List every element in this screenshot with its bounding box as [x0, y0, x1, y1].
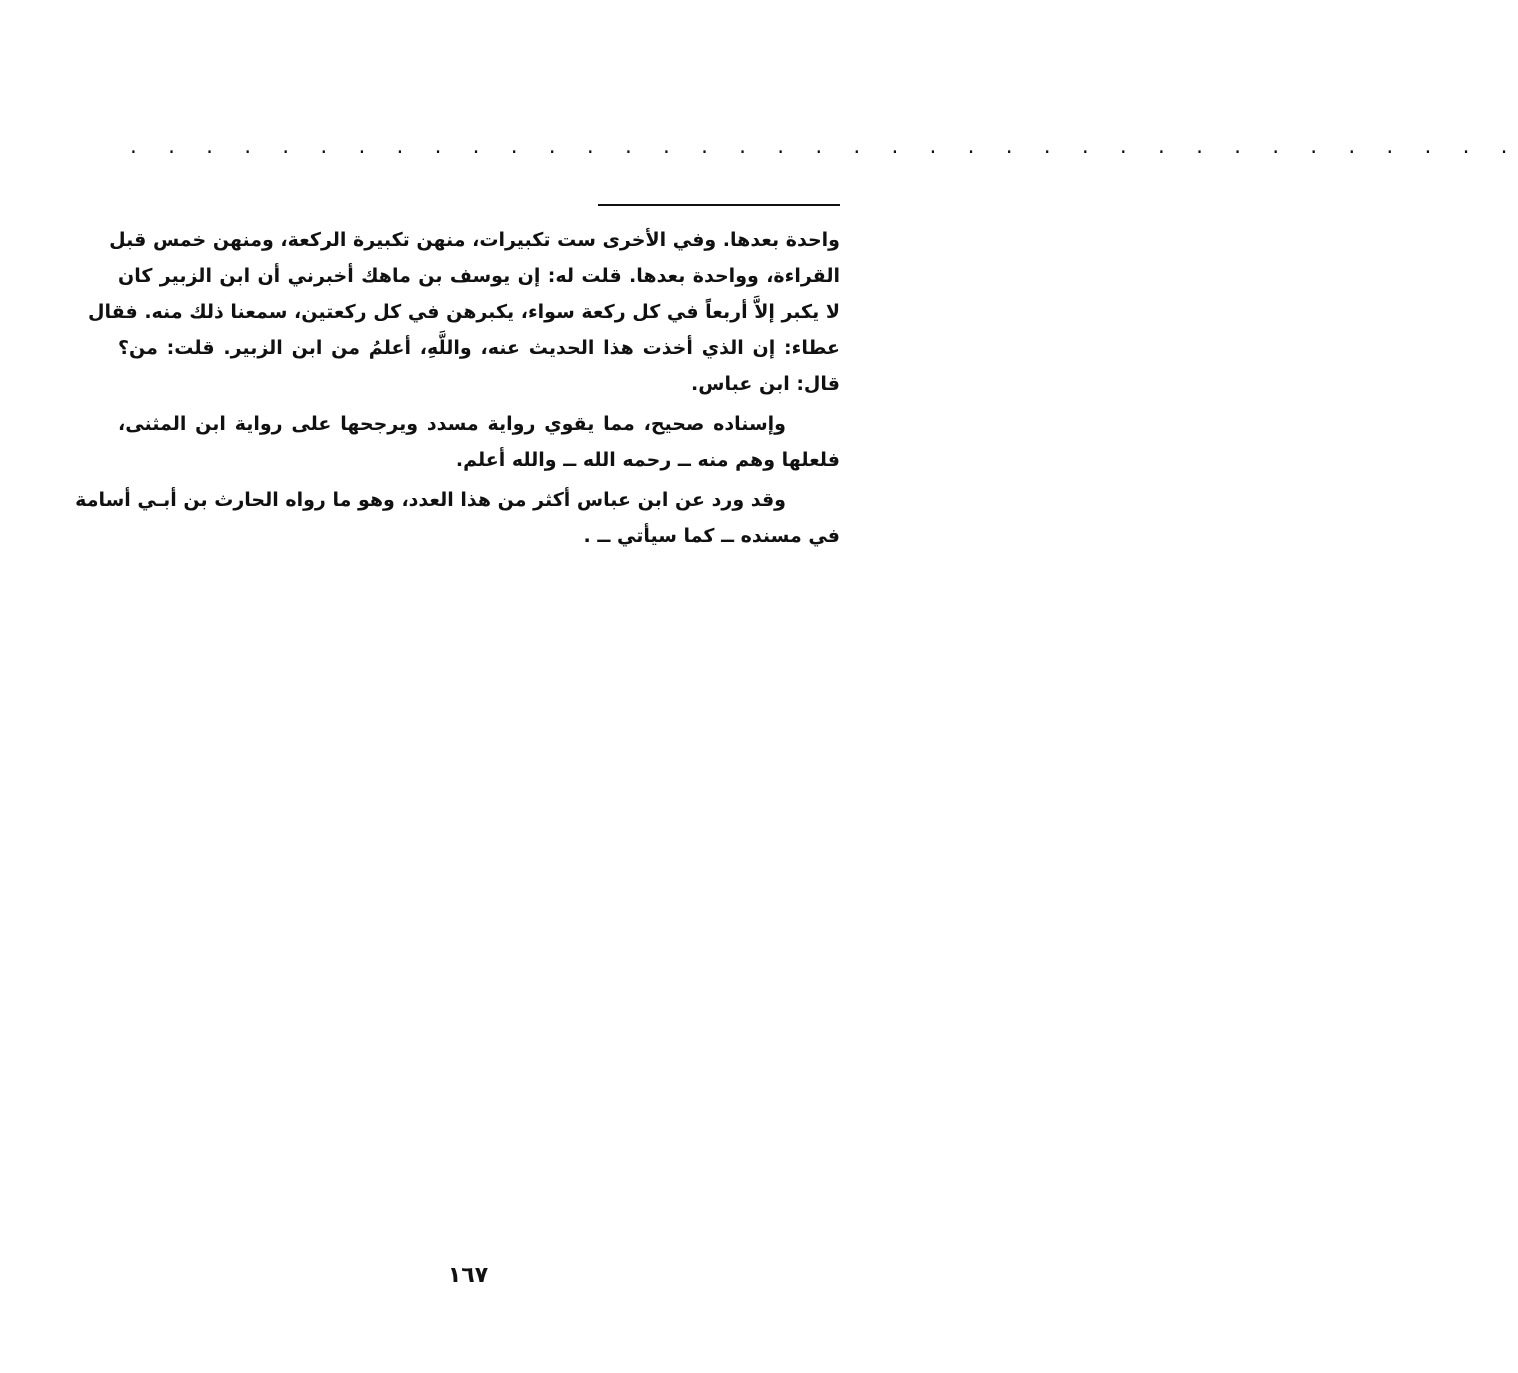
header-dotted-line: . . . . . . . . . . . . . . . . . . . . . . . . . . . . . . . . . . . . .: [128, 137, 1518, 158]
text-line: فلعلها وهم منه ــ رحمه الله ــ والله أعلم.: [455, 449, 840, 471]
text-line: عطاء: إن الذي أخذت هذا الحديث عنه، واللَّهِ، أعلمُ من ابن الزبير. قلت: من؟: [118, 337, 840, 359]
text-line: واحدة بعدها. وفي الأخرى ست تكبيرات، منهن تكبيرة الركعة، ومنهن خمس قبل: [109, 229, 840, 251]
text-line: قال: ابن عباس.: [691, 373, 840, 395]
paragraph-2: [118, 406, 840, 478]
text-line: وقد ورد عن ابن عباس أكثر من هذا العدد، وهو ما رواه الحارث بن أبـي أسامة: [75, 489, 786, 511]
text-line: وإسناده صحيح، مما يقوي رواية مسدد ويرجحها على رواية ابن المثنى،: [118, 413, 786, 435]
page-number: ١٦٧: [447, 1263, 489, 1288]
page-body: [75, 222, 840, 554]
text-line: في مسنده ــ كما سيأتي ــ .: [583, 525, 840, 547]
footnote-separator-rule: [598, 204, 840, 206]
paragraph-3: [75, 482, 840, 554]
text-line: القراءة، وواحدة بعدها. قلت له: إن يوسف بن ماهك أخبرني أن ابن الزبير كان: [118, 265, 840, 287]
paragraph-1: [87, 222, 840, 402]
text-line: لا يكبر إلاَّ أربعاً في كل ركعة سواء، يكبرهن في كل ركعتين، سمعنا ذلك منه. فقال: [87, 301, 840, 323]
